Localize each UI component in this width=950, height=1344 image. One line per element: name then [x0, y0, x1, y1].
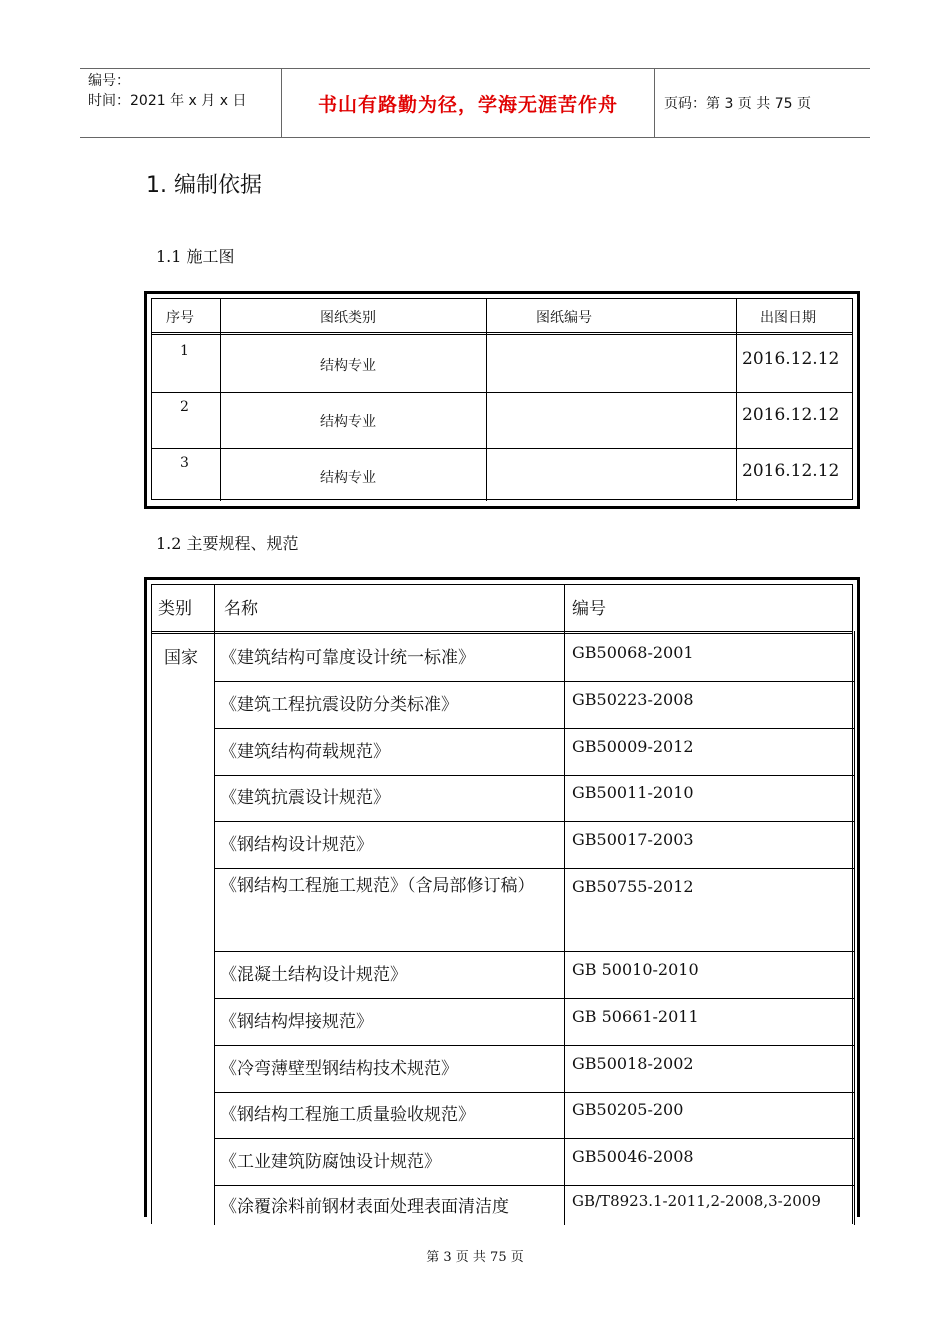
table-cell: 结构专业 [320, 358, 376, 374]
page-footer: 第 3 页 共 75 页 [426, 1250, 524, 1265]
table-header: 编号 [572, 599, 606, 619]
standard-name: 《冷弯薄壁型钢结构技术规范》 [220, 1059, 458, 1079]
table-cell: 结构专业 [320, 470, 376, 486]
page-header [80, 68, 870, 138]
table-cell: 1 [180, 343, 189, 359]
table-header: 出图日期 [760, 310, 816, 326]
table-cell: 3 [180, 455, 189, 471]
table-header: 名称 [224, 599, 258, 619]
subsection-title-drawings: 1.1 施工图 [156, 247, 235, 266]
standard-name: 《建筑结构荷载规范》 [220, 742, 390, 762]
table-cell: 2016.12.12 [742, 461, 840, 481]
table-header: 类别 [158, 599, 192, 619]
header-motto: 书山有路勤为径，学海无涯苦作舟 [281, 69, 655, 137]
standards-table [144, 577, 860, 1217]
standard-code: GB/T8923.1-2011,2-2008,3-2009 [572, 1192, 821, 1210]
standard-code: GB50755-2012 [572, 877, 694, 896]
header-page-info: 页码：第 3 页 共 75 页 [664, 96, 811, 112]
standard-code: GB 50661-2011 [572, 1007, 699, 1026]
standard-name: 《建筑结构可靠度设计统一标准》 [220, 648, 475, 668]
standard-name: 《涂覆涂料前钢材表面处理表面清洁度 [220, 1197, 509, 1217]
category-cell: 国家 [164, 648, 198, 668]
standard-name: 《钢结构工程施工规范》（含局部修订稿） [220, 876, 535, 896]
table-cell: 2016.12.12 [742, 349, 840, 369]
standard-name: 《钢结构工程施工质量验收规范》 [220, 1105, 475, 1125]
standard-name: 《钢结构设计规范》 [220, 835, 373, 855]
standard-name: 《混凝土结构设计规范》 [220, 965, 407, 985]
standard-code: GB50011-2010 [572, 783, 694, 802]
table-cell: 2016.12.12 [742, 405, 840, 425]
standard-code: GB50046-2008 [572, 1147, 694, 1166]
header-meta [88, 71, 280, 111]
subsection-title-standards: 1.2 主要规程、规范 [156, 534, 299, 553]
standard-code: GB50017-2003 [572, 830, 694, 849]
standard-code: GB50223-2008 [572, 690, 694, 709]
standard-code: GB50018-2002 [572, 1054, 694, 1073]
table-header: 序号 [166, 310, 194, 326]
table-cell: 2 [180, 399, 189, 415]
standard-name: 《建筑抗震设计规范》 [220, 788, 390, 808]
table-header: 图纸编号 [536, 310, 592, 326]
standard-code: GB 50010-2010 [572, 960, 699, 979]
table-header: 图纸类别 [320, 310, 376, 326]
standard-code: GB50009-2012 [572, 737, 694, 756]
standard-code: GB50205-200 [572, 1100, 684, 1119]
header-time: 时间：2021 年 x 月 x 日 [88, 93, 247, 109]
header-number: 编号： [88, 73, 130, 89]
standard-name: 《钢结构焊接规范》 [220, 1012, 373, 1032]
drawings-table [144, 291, 860, 509]
standard-name: 《工业建筑防腐蚀设计规范》 [220, 1152, 441, 1172]
table-cell: 结构专业 [320, 414, 376, 430]
standard-name: 《建筑工程抗震设防分类标准》 [220, 695, 458, 715]
section-title: 1. 编制依据 [146, 173, 262, 198]
standard-code: GB50068-2001 [572, 643, 694, 662]
